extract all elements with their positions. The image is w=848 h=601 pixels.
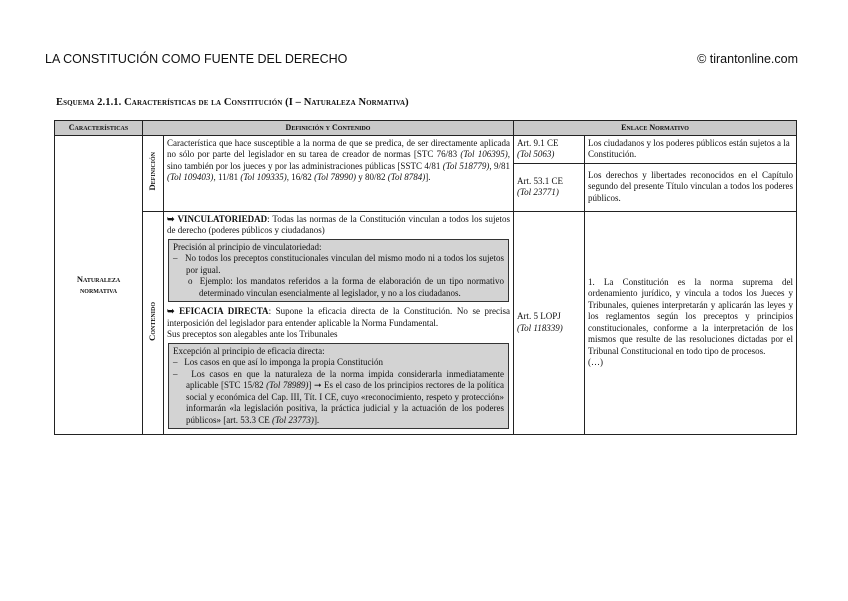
site-credit: © tirantonline.com (697, 52, 798, 66)
contenido-cell (164, 211, 514, 435)
enlace-art-53-1: Art. 53.1 CE (Tol 23771) (514, 163, 585, 211)
enlace-text-9-1: Los ciudadanos y los poderes públicos están sujetos a la Constitución. (585, 135, 797, 163)
schema-caption: Esquema 2.1.1. Características de la Constitución (I – Naturaleza Normativa) (56, 97, 409, 108)
definicion-text: Característica que hace susceptible a la norma de que se predica, de ser directamente aplicada no sólo por parte del legislador en su tarea de creador de normas [STC 76/83 (Tol 106395), sino también por los jueces y por las administraciones públicas [SSTC 4/81 (Tol 518779), 9/81 (Tol 109403), 11/81 (Tol 109335), 16/82 (Tol 78990) y 80/82 (Tol 8784)]. (164, 135, 514, 211)
document-title: LA CONSTITUCIÓN COMO FUENTE DEL DERECHO (45, 52, 348, 66)
enlace-text-53-1: Los derechos y libertades reconocidos en el Capítulo segundo del presente Título vinculan a todos los poderes públicos. (585, 163, 797, 211)
enlace-art-5-lopj: Art. 5 LOPJ (Tol 118339) (514, 211, 585, 435)
characteristics-table (54, 120, 797, 435)
row-label-naturaleza: Naturaleza normativa (55, 135, 143, 435)
sub-label-contenido: Contenido (143, 211, 164, 435)
table-header-row (55, 121, 797, 136)
vinculatoriedad-box: Precisión al principio de vinculatoriedad: – No todos los preceptos constitucionales vinculan del mismo modo ni a todos los sujetos por igual. o Ejemplo: los mandatos referidos a la forma de elaboración de un tipo normativo determinado vinculan esencialmente al legislador, y no a los ciudadanos. (168, 239, 509, 303)
eficacia-box: Excepción al principio de eficacia directa: – Los casos en que así lo imponga la propia Constitución – Los casos en que la naturaleza de la norma impida considerarla inmediatamente aplicable [STC 15/82 (Tol 78989)] ➞ Es el caso de los principios rectores de la política social y económica del Cap. III, Tít. I CE, cuyo «reconocimiento, respeto y protección» informarán «la legislación positiva, la práctica judicial y la actuación de los poderes públicos» [art. 53.3 CE (Tol 23773)]. (168, 343, 509, 430)
eficacia-paragraph: ➥ EFICACIA DIRECTA: Supone la eficacia directa de la Constitución. No se precisa interposición del legislador para entender aplicable la Norma Fundamental. (167, 306, 511, 328)
sub-label-definicion: Definición (143, 135, 164, 211)
table-row (55, 135, 797, 163)
eficacia-alegables: Sus preceptos son alegables ante los Tribunales (167, 329, 338, 339)
vinculatoriedad-paragraph: ➥ VINCULATORIEDAD: Todas las normas de la Constitución vinculan a todos los sujetos de derecho (poderes públicos y ciudadanos) (167, 213, 511, 235)
enlace-text-5-lopj: 1. La Constitución es la norma suprema del ordenamiento jurídico, y vincula a todos los Jueces y Tribunales, quienes interpretarán y aplicarán las leyes y los reglamentos según los preceptos y principios constitucionales, conforme a la interpretación de los mismos que resulte de las resoluciones dictadas por el Tribunal Constitucional en todo tipo de procesos. (…) (585, 211, 797, 435)
col-header-enlace: Enlace Normativo (514, 121, 797, 136)
col-header-caracteristicas: Características (55, 121, 143, 136)
enlace-art-9-1: Art. 9.1 CE (Tol 5063) (514, 135, 585, 163)
col-header-definicion: Definición y Contenido (143, 121, 514, 136)
